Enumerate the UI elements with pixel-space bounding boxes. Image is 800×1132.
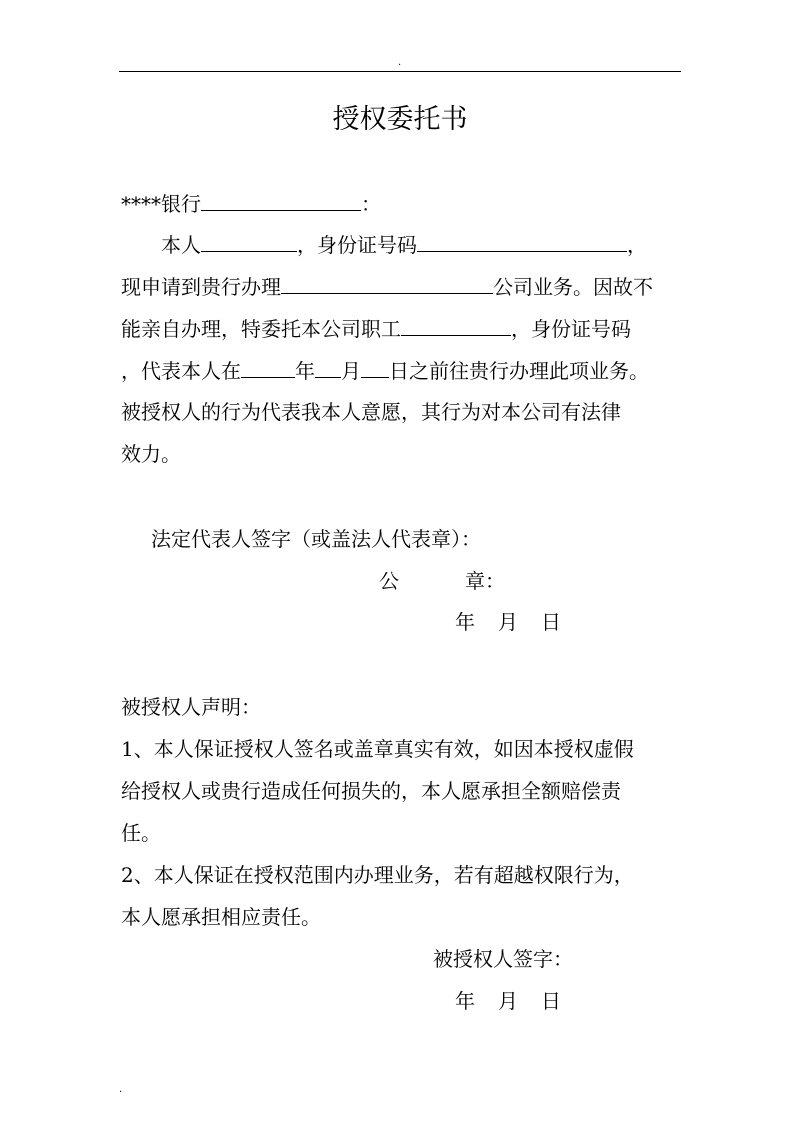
header-rule (119, 71, 681, 72)
body-line-1 (161, 229, 647, 260)
month-blank (315, 355, 341, 378)
principal-id-blank (417, 229, 627, 252)
entrust-text: 能亲自办理，特委托本公司职工 (121, 317, 401, 341)
month-text: 月 (341, 359, 361, 383)
document-title: 授权委托书 (332, 104, 468, 135)
apply-text: 现申请到贵行办理 (121, 275, 281, 299)
idno-label-1: ，身份证号码 (297, 233, 417, 257)
body-line-5: 被授权人的行为代表我本人意愿，其行为对本公司有法律 (121, 400, 621, 424)
declaration-item1-line2: 给授权人或贵行造成任何损失的，本人愿承担全额赔偿责 (121, 779, 621, 803)
addressee-line (121, 188, 381, 219)
rep-end-text: 日之前往贵行办理此项业务。 (389, 359, 649, 383)
date2-day: 日 (541, 989, 561, 1013)
idno-label-2: ，身份证号码 (511, 317, 631, 341)
footer-mark: . (119, 1084, 123, 1095)
day-blank (361, 355, 389, 378)
company-seal-zhang: 章： (465, 569, 505, 593)
year-text: 年 (295, 359, 315, 383)
year-blank (241, 355, 295, 378)
date1-day: 日 (541, 610, 561, 634)
business-text: 公司业务。因故不 (493, 275, 653, 299)
bank-name-blank (201, 188, 361, 211)
declaration-item2-line2: 本人愿承担相应责任。 (121, 905, 321, 929)
date1-year: 年 (455, 610, 475, 634)
company-seal-gong: 公 (379, 569, 399, 593)
rep-start-text: ，代表本人在 (121, 359, 241, 383)
date2-month: 月 (498, 989, 518, 1013)
declaration-item1-line3: 任。 (121, 821, 161, 845)
body-line-2 (121, 271, 653, 302)
addressee-bank: ****银行 (121, 192, 201, 216)
header-mark: . (398, 57, 402, 68)
principal-name-blank (201, 229, 297, 252)
declaration-heading: 被授权人声明： (121, 695, 261, 719)
addressee-colon: ： (361, 192, 381, 216)
body-line-6: 效力。 (121, 442, 181, 466)
date1-month: 月 (498, 610, 518, 634)
body-line-4 (121, 355, 649, 386)
agent-signature-label: 被授权人签字： (433, 947, 573, 971)
declaration-item2-line1: 2、本人保证在授权范围内办理业务，若有超越权限行为， (121, 863, 634, 887)
declaration-item1-line1: 1、本人保证授权人签名或盖章真实有效，如因本授权虚假 (121, 737, 634, 761)
benren-text: 本人 (161, 233, 201, 257)
date2-year: 年 (455, 989, 475, 1013)
business-blank (281, 271, 493, 294)
legal-rep-signature-label: 法定代表人签字（或盖法人代表章）： (151, 527, 481, 551)
body-line-3 (121, 313, 631, 344)
agent-name-blank (401, 313, 511, 336)
comma-text: ， (627, 233, 647, 257)
